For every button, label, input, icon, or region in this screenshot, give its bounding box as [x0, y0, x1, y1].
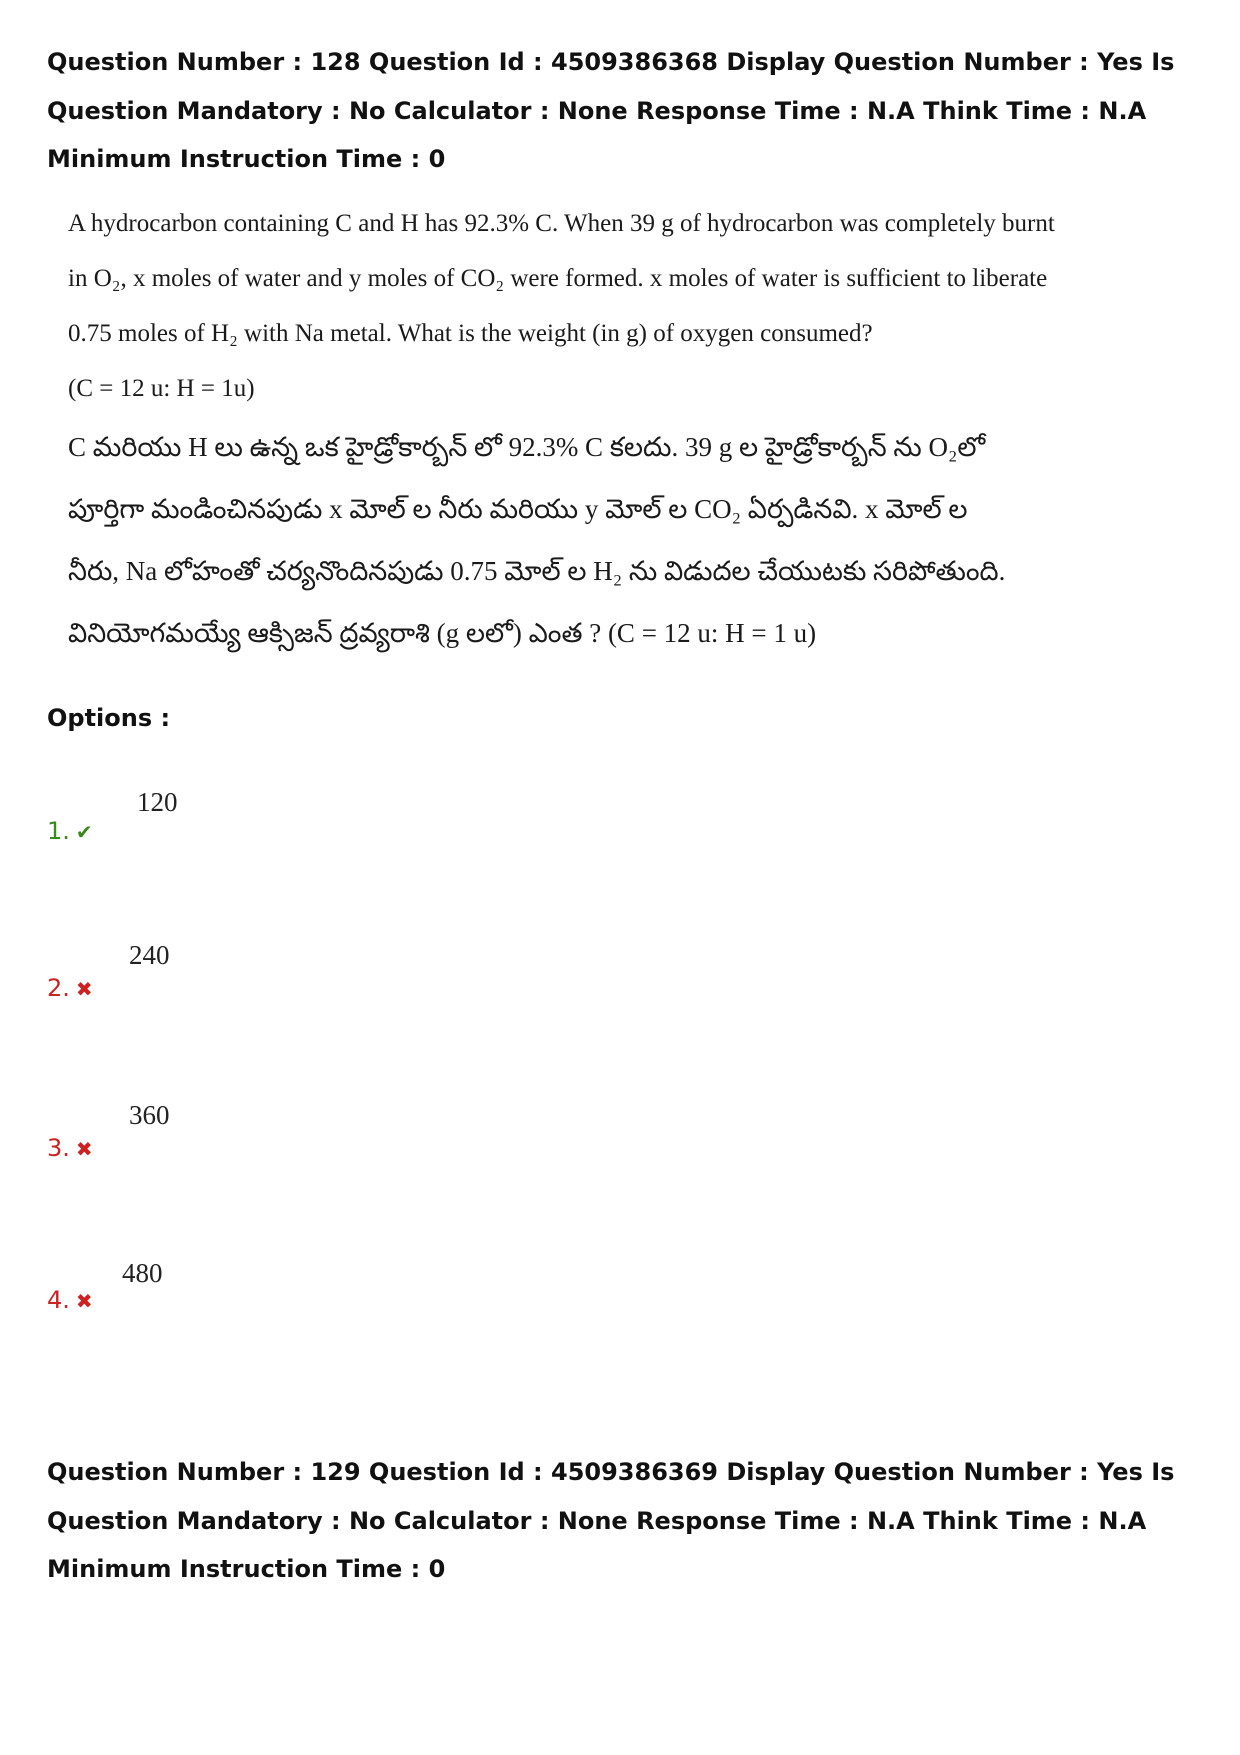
cross-icon: ✖: [75, 977, 93, 1001]
question-english-line: A hydrocarbon containing C and H has 92.3% C. When 39 g of hydrocarbon was completely burnt: [68, 210, 1055, 237]
option-2-number: [47, 974, 93, 1002]
question-telugu-line: నీరు, Na లోహంతో చర్యనొందినపుడు 0.75 మోల్ ల H₂ ను విడుదల చేయుటకు సరిపోతుంది.: [68, 556, 1006, 586]
question-128-meta: Question Number : 128 Question Id : 4509386368 Display Question Number : Yes Is Question Mandatory : No Calculator : None Response Time : N.A Think Time : N.A Minimum Instruction Time : 0: [47, 48, 1175, 173]
option-4-number: [47, 1286, 93, 1314]
option-3-value: 360: [129, 1100, 170, 1130]
question-129-meta: Question Number : 129 Question Id : 4509386369 Display Question Number : Yes Is Question Mandatory : No Calculator : None Response Time : N.A Think Time : N.A Minimum Instruction Time : 0: [47, 1458, 1175, 1583]
options-heading: Options :: [47, 704, 171, 732]
option-number-label: 3.: [47, 1134, 70, 1162]
option-2-value: 240: [129, 940, 170, 970]
question-telugu-line: C మరియు H లు ఉన్న ఒక హైడ్రోకార్బన్ లో 92.3% C కలదు. 39 g ల హైడ్రోకార్బన్ ను O₂లో: [68, 432, 986, 462]
question-128-body: [68, 196, 1055, 664]
option-4-value: 480: [122, 1258, 163, 1288]
option-1-value: 120: [137, 787, 178, 817]
question-telugu-line: వినియోగమయ్యే ఆక్సిజన్ ద్రవ్యరాశి (g లలో) ఎంత ? (C = 12 u: H = 1 u): [68, 618, 817, 648]
question-english-line: in O₂, x moles of water and y moles of CO₂ were formed. x moles of water is sufficient to liberate: [68, 265, 1048, 292]
option-number-label: 4.: [47, 1286, 70, 1314]
question-english-line: (C = 12 u: H = 1u): [68, 375, 255, 402]
cross-icon: ✖: [75, 1137, 93, 1161]
option-number-label: 1.: [47, 817, 70, 845]
option-1-number: [47, 817, 93, 845]
option-3-number: [47, 1134, 93, 1162]
cross-icon: ✖: [75, 1289, 93, 1313]
question-telugu-line: పూర్తిగా మండించినపుడు x మోల్ ల నీరు మరియు y మోల్ ల CO₂ ఏర్పడినవి. x మోల్ ల: [68, 494, 968, 524]
question-english-line: 0.75 moles of H₂ with Na metal. What is the weight (in g) of oxygen consumed?: [68, 320, 873, 347]
option-number-label: 2.: [47, 974, 70, 1002]
check-icon: ✔: [75, 820, 93, 844]
